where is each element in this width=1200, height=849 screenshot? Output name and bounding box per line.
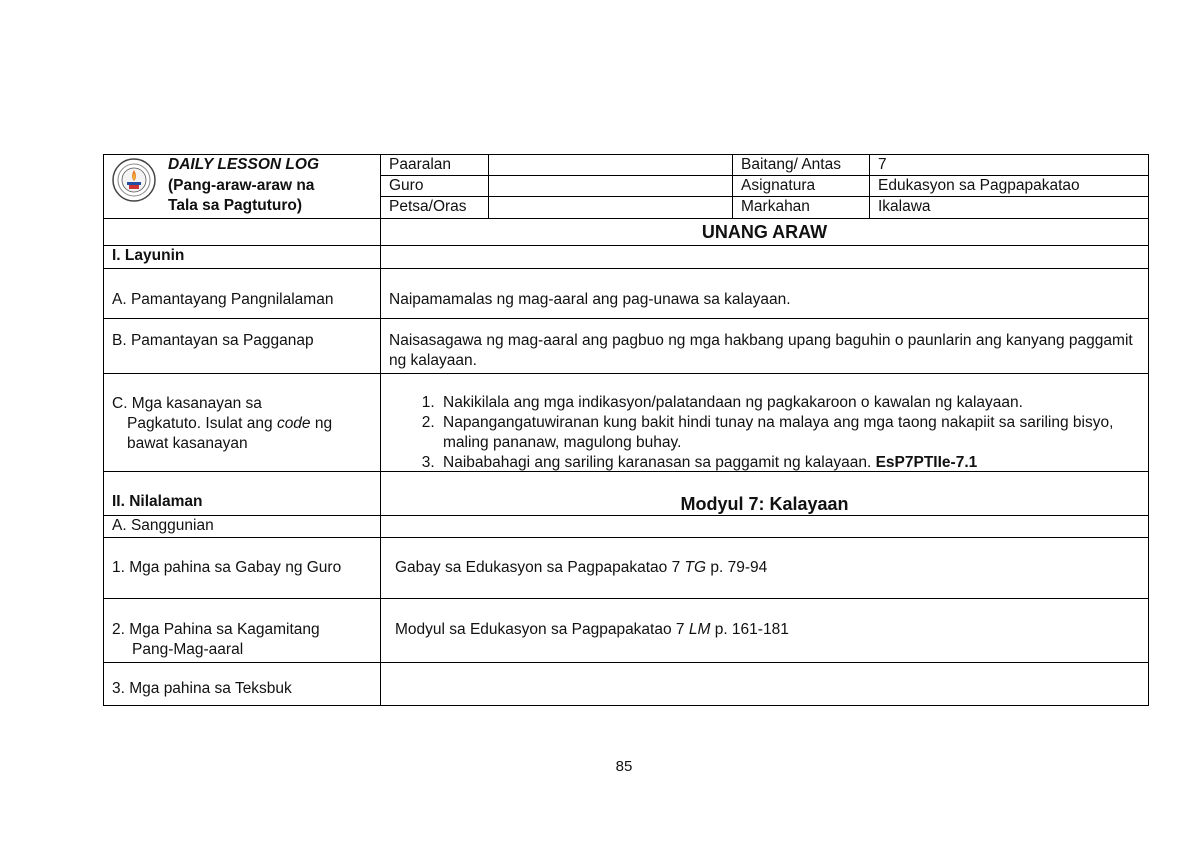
log-subtitle-line1: (Pang-araw-araw na bbox=[168, 177, 315, 194]
kasanayan-item-2: 2. Napangangatuwiranan kung bakit hindi tunay na malaya ang mga taong nakapiit sa sariling bisyo, maling pananaw, magulong buhay. bbox=[439, 413, 1140, 453]
baitang-field[interactable]: 7 bbox=[878, 156, 887, 173]
paaralan-field[interactable] bbox=[489, 155, 732, 175]
kasanayan-label-line1: C. Mga kasanayan sa bbox=[112, 395, 262, 412]
log-subtitle-line2: Tala sa Pagtuturo) bbox=[168, 197, 303, 214]
kagamitang-value: Modyul sa Edukasyon sa Pagpapakatao 7 LM p. 161-181 bbox=[395, 621, 789, 638]
guro-field[interactable] bbox=[489, 176, 732, 196]
mga-kasanayan-label bbox=[104, 394, 380, 454]
kasanayan-code: EsP7PTIIe-7.1 bbox=[875, 454, 978, 471]
kasanayan-label-line3: bawat kasanayan bbox=[127, 435, 248, 452]
pamantayang-pangnilalaman-value: Naipamamalas ng mag-aaral ang pag-unawa sa kalayaan. bbox=[389, 291, 791, 308]
paaralan-label: Paaralan bbox=[389, 156, 452, 173]
nilalaman-heading: II. Nilalaman bbox=[112, 493, 203, 510]
kasanayan-label-line2: Pagkatuto. Isulat ang code ng bbox=[127, 415, 333, 432]
markahan-field[interactable]: Ikalawa bbox=[878, 198, 931, 215]
nilalaman-value: Modyul 7: Kalayaan bbox=[680, 494, 849, 514]
gabay-guro-value: Gabay sa Edukasyon sa Pagpapakatao 7 TG p. 79-94 bbox=[395, 559, 768, 576]
gabay-guro-label: 1. Mga pahina sa Gabay ng Guro bbox=[112, 559, 342, 576]
asignatura-field[interactable]: Edukasyon sa Pagpapakatao bbox=[878, 177, 1080, 194]
day-heading: UNANG ARAW bbox=[701, 222, 828, 242]
pamantayang-pangnilalaman-label: A. Pamantayang Pangnilalaman bbox=[112, 291, 334, 308]
baitang-label: Baitang/ Antas bbox=[741, 156, 841, 173]
markahan-label: Markahan bbox=[741, 198, 810, 215]
petsa-label: Petsa/Oras bbox=[389, 198, 467, 215]
kagamitang-label bbox=[104, 620, 380, 660]
mga-kasanayan-list bbox=[381, 393, 1148, 473]
sanggunian-heading: A. Sanggunian bbox=[112, 517, 214, 534]
asignatura-label: Asignatura bbox=[741, 177, 816, 194]
kasanayan-item-1: 1. Nakikilala ang mga indikasyon/palatandaan ng pagkakaroon o kawalan ng kalayaan. bbox=[439, 393, 1140, 413]
kasanayan-item-3: 3. Naibabahagi ang sariling karanasan sa paggamit ng kalayaan. EsP7PTIIe-7.1 bbox=[439, 453, 1140, 473]
teksbuk-label: 3. Mga pahina sa Teksbuk bbox=[112, 680, 292, 697]
petsa-field[interactable] bbox=[489, 197, 732, 217]
log-title: DAILY LESSON LOG bbox=[168, 156, 319, 173]
kagamitang-label-line2: Pang-Mag-aaral bbox=[132, 641, 244, 658]
kagamitang-label-line1: 2. Mga Pahina sa Kagamitang bbox=[112, 621, 320, 638]
page-number: 85 bbox=[615, 758, 633, 775]
guro-label: Guro bbox=[389, 177, 424, 194]
layunin-heading: I. Layunin bbox=[112, 247, 185, 264]
deped-seal-logo bbox=[111, 157, 157, 203]
pamantayan-pagganap-value: Naisasagawa ng mag-aaral ang pagbuo ng mga hakbang upang baguhin o paunlarin ang kanyang paggamit ng kalayaan. bbox=[389, 332, 1133, 369]
pamantayan-pagganap-label: B. Pamantayan sa Pagganap bbox=[112, 332, 314, 349]
